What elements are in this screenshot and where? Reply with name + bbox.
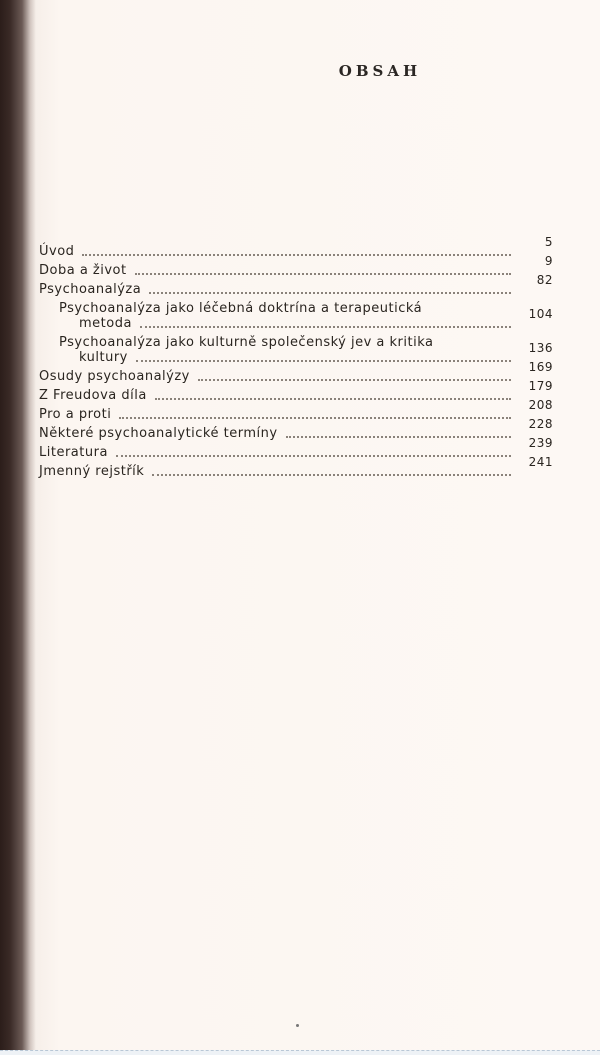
toc-page-number: 241: [528, 455, 553, 469]
toc-page-number: 179: [528, 379, 553, 393]
dot-leader: [286, 435, 511, 438]
toc-title: Doba a život: [39, 263, 127, 278]
toc-entry-kulturne-spolecensky-jev: [39, 335, 553, 365]
toc-page-number: 239: [528, 436, 553, 450]
print-speck: [296, 1024, 299, 1027]
dot-leader: [140, 325, 511, 328]
dot-leader: [198, 378, 511, 381]
toc-title: Pro a proti: [39, 407, 112, 422]
dot-leader: [149, 291, 511, 294]
toc-title: Úvod: [39, 244, 75, 259]
toc-entry-jmenny-rejstrik: [39, 455, 553, 479]
toc-entry-z-freudova-dila: [39, 379, 553, 403]
toc-title-line1: Psychoanalýza jako léčebná doktrína a terapeutická: [59, 301, 423, 316]
dot-leader: [82, 253, 511, 256]
toc-entry-pro-a-proti: [39, 398, 553, 422]
toc-title: Osudy psychoanalýzy: [39, 369, 190, 384]
toc-title: Jmenný rejstřík: [39, 464, 145, 479]
dot-leader: [135, 272, 511, 275]
toc-page-number: 169: [528, 360, 553, 374]
toc-title-line1: Psychoanalýza jako kulturně společenský jev a kritika: [59, 335, 434, 350]
dot-leader: [119, 416, 511, 419]
toc-page-number: 208: [528, 398, 553, 412]
toc-title-line2: metoda: [79, 316, 132, 331]
toc-entry-doba-a-zivot: [39, 254, 553, 278]
toc-title-line2: kultury: [79, 350, 128, 365]
toc-page-number: 82: [536, 273, 553, 287]
toc-entry-psychoanalyza: [39, 273, 553, 297]
toc-page-number: 228: [528, 417, 553, 431]
toc-page-number: 104: [528, 307, 553, 321]
toc-title: Některé psychoanalytické termíny: [39, 426, 278, 441]
toc-title: Literatura: [39, 445, 108, 460]
dot-leader: [136, 359, 511, 362]
toc-title: Z Freudova díla: [39, 388, 147, 403]
toc-entry-uvod: [39, 235, 553, 259]
toc-entry-literatura: [39, 436, 553, 460]
toc-page-number: 9: [544, 254, 553, 268]
page-bottom-edge: [0, 1050, 600, 1055]
table-of-contents: [39, 235, 553, 483]
toc-title: Psychoanalýza: [39, 282, 142, 297]
toc-page-number: 5: [544, 235, 553, 249]
dot-leader: [116, 454, 511, 457]
dot-leader: [155, 397, 511, 400]
toc-entry-osudy-psychoanalyzy: [39, 360, 553, 384]
dot-leader: [152, 473, 511, 476]
page-title: OBSAH: [338, 62, 422, 80]
toc-entry-lecebna-doktrina: [39, 301, 553, 331]
toc-page-number: 136: [528, 341, 553, 355]
toc-entry-nektere-terminy: [39, 417, 553, 441]
